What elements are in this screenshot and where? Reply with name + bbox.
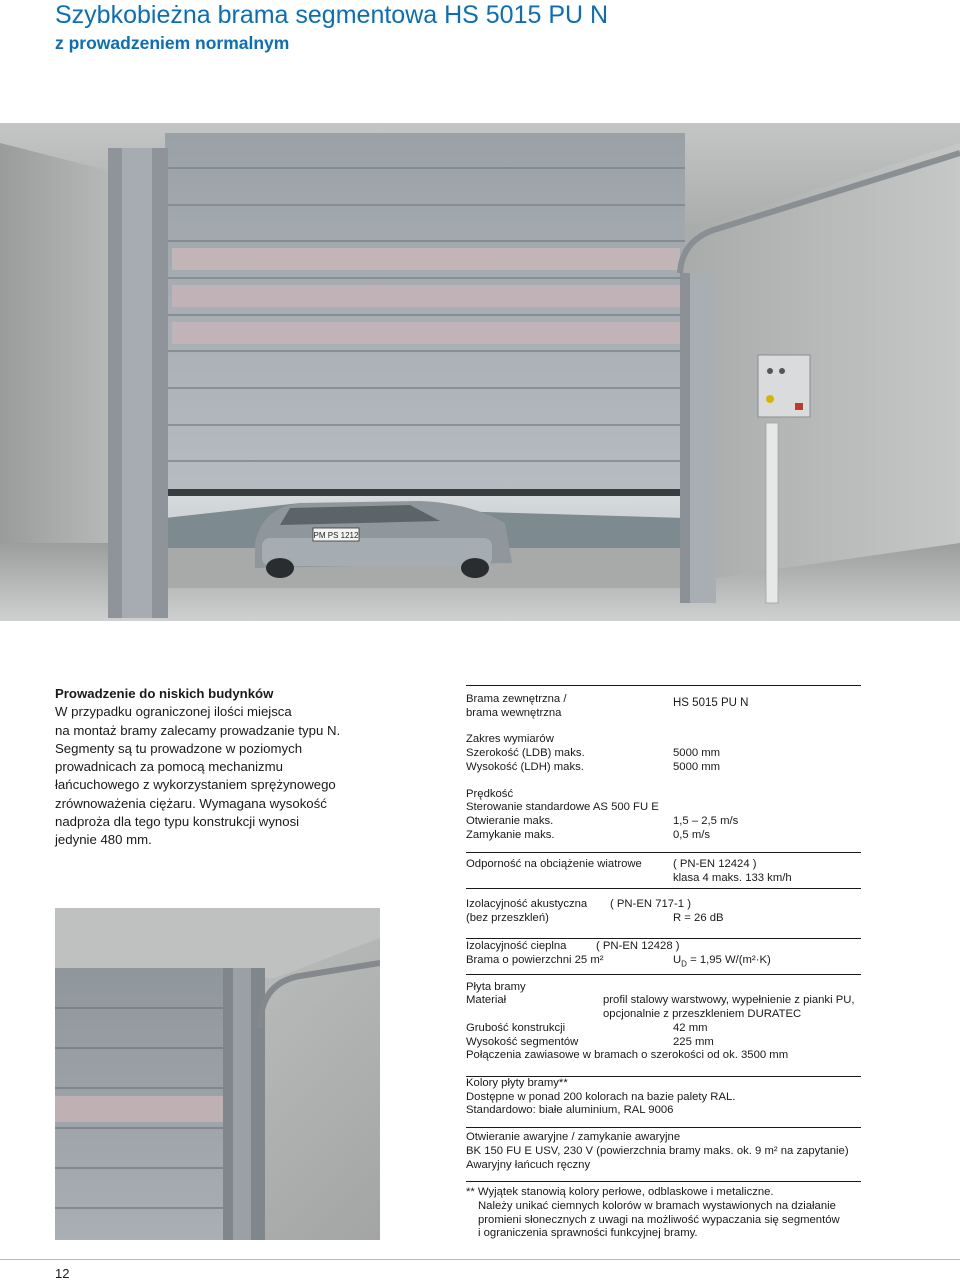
material-value-1: profil stalowy warstwowy, wypełnienie z pianki PU, [603,994,855,1006]
intro-section [55,685,395,850]
segment-label: Wysokość segmentów [466,1036,579,1048]
acoustic-title: Izolacyjność akustyczna [466,898,588,910]
intro-line: łańcuchowego z wykorzystaniem sprężynowego [55,777,336,793]
acoustic-label: (bez przeszkleń) [466,912,549,924]
intro-line: zrównoważenia ciężaru. Wymagana wysokość [55,795,327,811]
spec-rule [466,1127,861,1128]
spec-rule [466,1181,861,1182]
range-title: Zakres wymiarów [466,733,554,745]
intro-line: W przypadku ograniczonej ilości miejsca [55,704,292,720]
spec-header-left-1: Brama zewnętrzna / [466,693,567,705]
material-label: Materiał [466,994,507,1006]
colors-line-2: Standardowo: białe aluminium, RAL 9006 [466,1104,674,1116]
height-label: Wysokość (LDH) maks. [466,761,584,773]
emergency-line-2: Awaryjny łańcuch ręczny [466,1159,591,1171]
footnote-line: Należy unikać ciemnych kolorów w bramach wystawionych na działanie [478,1200,836,1212]
thermal-value [673,954,771,968]
spec-header-model: HS 5015 PU N [673,697,749,709]
thermal-norm: ( PN-EN 12428 ) [596,940,680,952]
spec-rule [466,974,861,975]
thermal-label: Brama o powierzchni 25 m² [466,954,604,966]
speed-control: Sterowanie standardowe AS 500 FU E [466,801,659,813]
spec-rule [466,888,861,889]
thickness-value: 42 mm [673,1022,708,1034]
main-door-photo [0,123,960,621]
page-subtitle: z prowadzeniem normalnym [55,33,290,53]
intro-line: Segmenty są tu prowadzone w poziomych [55,740,303,756]
intro-line: prowadnicach za pomocą mechanizmu [55,759,283,775]
wind-title: Odporność na obciążenie wiatrowe [466,858,642,870]
spec-rule [466,938,861,939]
footnote-line: ** Wyjątek stanowią kolory perłowe, odblaskowe i metaliczne. [466,1186,774,1198]
close-label: Zamykanie maks. [466,829,555,841]
guide-detail-photo [55,908,380,1240]
width-value: 5000 mm [673,747,721,759]
hinge-text: Połączenia zawiasowe w bramach o szerokości od ok. 3500 mm [466,1049,789,1061]
height-value: 5000 mm [673,761,721,773]
intro-line: nadproża dla tego typu konstrukcji wynosi [55,814,300,830]
thermal-u-sub: D [681,959,687,969]
page-number: 12 [55,1266,70,1281]
page-title: Szybkobieżna brama segmentowa HS 5015 PU N [55,1,609,29]
emergency-title: Otwieranie awaryjne / zamykanie awaryjne [466,1131,681,1143]
spec-rule-top [466,685,861,686]
panel-title: Płyta bramy [466,981,526,993]
footnote-line: i ograniczenia sprawności funkcyjnej bramy. [478,1227,698,1239]
wind-value: klasa 4 maks. 133 km/h [673,872,792,884]
spec-rule [466,852,861,853]
car-license-plate: PM PS 1212 [313,531,359,540]
segment-value: 225 mm [673,1036,714,1048]
wind-norm: ( PN-EN 12424 ) [673,858,757,870]
colors-title [466,1077,568,1089]
acoustic-norm: ( PN-EN 717-1 ) [610,898,691,910]
material-value-2: opcjonalnie z przeszkleniem DURATEC [603,1008,802,1020]
colors-mark: ** [558,1077,568,1089]
open-value: 1,5 – 2,5 m/s [673,815,739,827]
speed-title: Prędkość [466,788,514,800]
thermal-title: Izolacyjność cieplna [466,940,567,952]
colors-title-text: Kolory płyty bramy [466,1077,559,1089]
spec-header-left-2: brama wewnętrzna [466,707,562,719]
footnote-line: promieni słonecznych z uwagi na możliwość wypaczania się segmentów [478,1214,840,1226]
intro-line: na montaż bramy zalecamy prowadzanie typu N. [55,722,341,738]
page-bottom-line [0,1259,960,1260]
width-label: Szerokość (LDB) maks. [466,747,585,759]
intro-heading: Prowadzenie do niskich budynków [55,686,274,701]
colors-line-1: Dostępne w ponad 200 kolorach na bazie palety RAL. [466,1091,736,1103]
thickness-label: Grubość konstrukcji [466,1022,566,1034]
emergency-line-1: BK 150 FU E USV, 230 V (powierzchnia bramy maks. ok. 9 m² na zapytanie) [466,1145,849,1157]
acoustic-value: R = 26 dB [673,912,724,924]
close-value: 0,5 m/s [673,829,711,841]
open-label: Otwieranie maks. [466,815,554,827]
intro-line: jedynie 480 mm. [55,832,152,848]
thermal-u-value: = 1,95 W/(m²·K) [686,954,771,966]
thermal-u: U [673,954,682,966]
